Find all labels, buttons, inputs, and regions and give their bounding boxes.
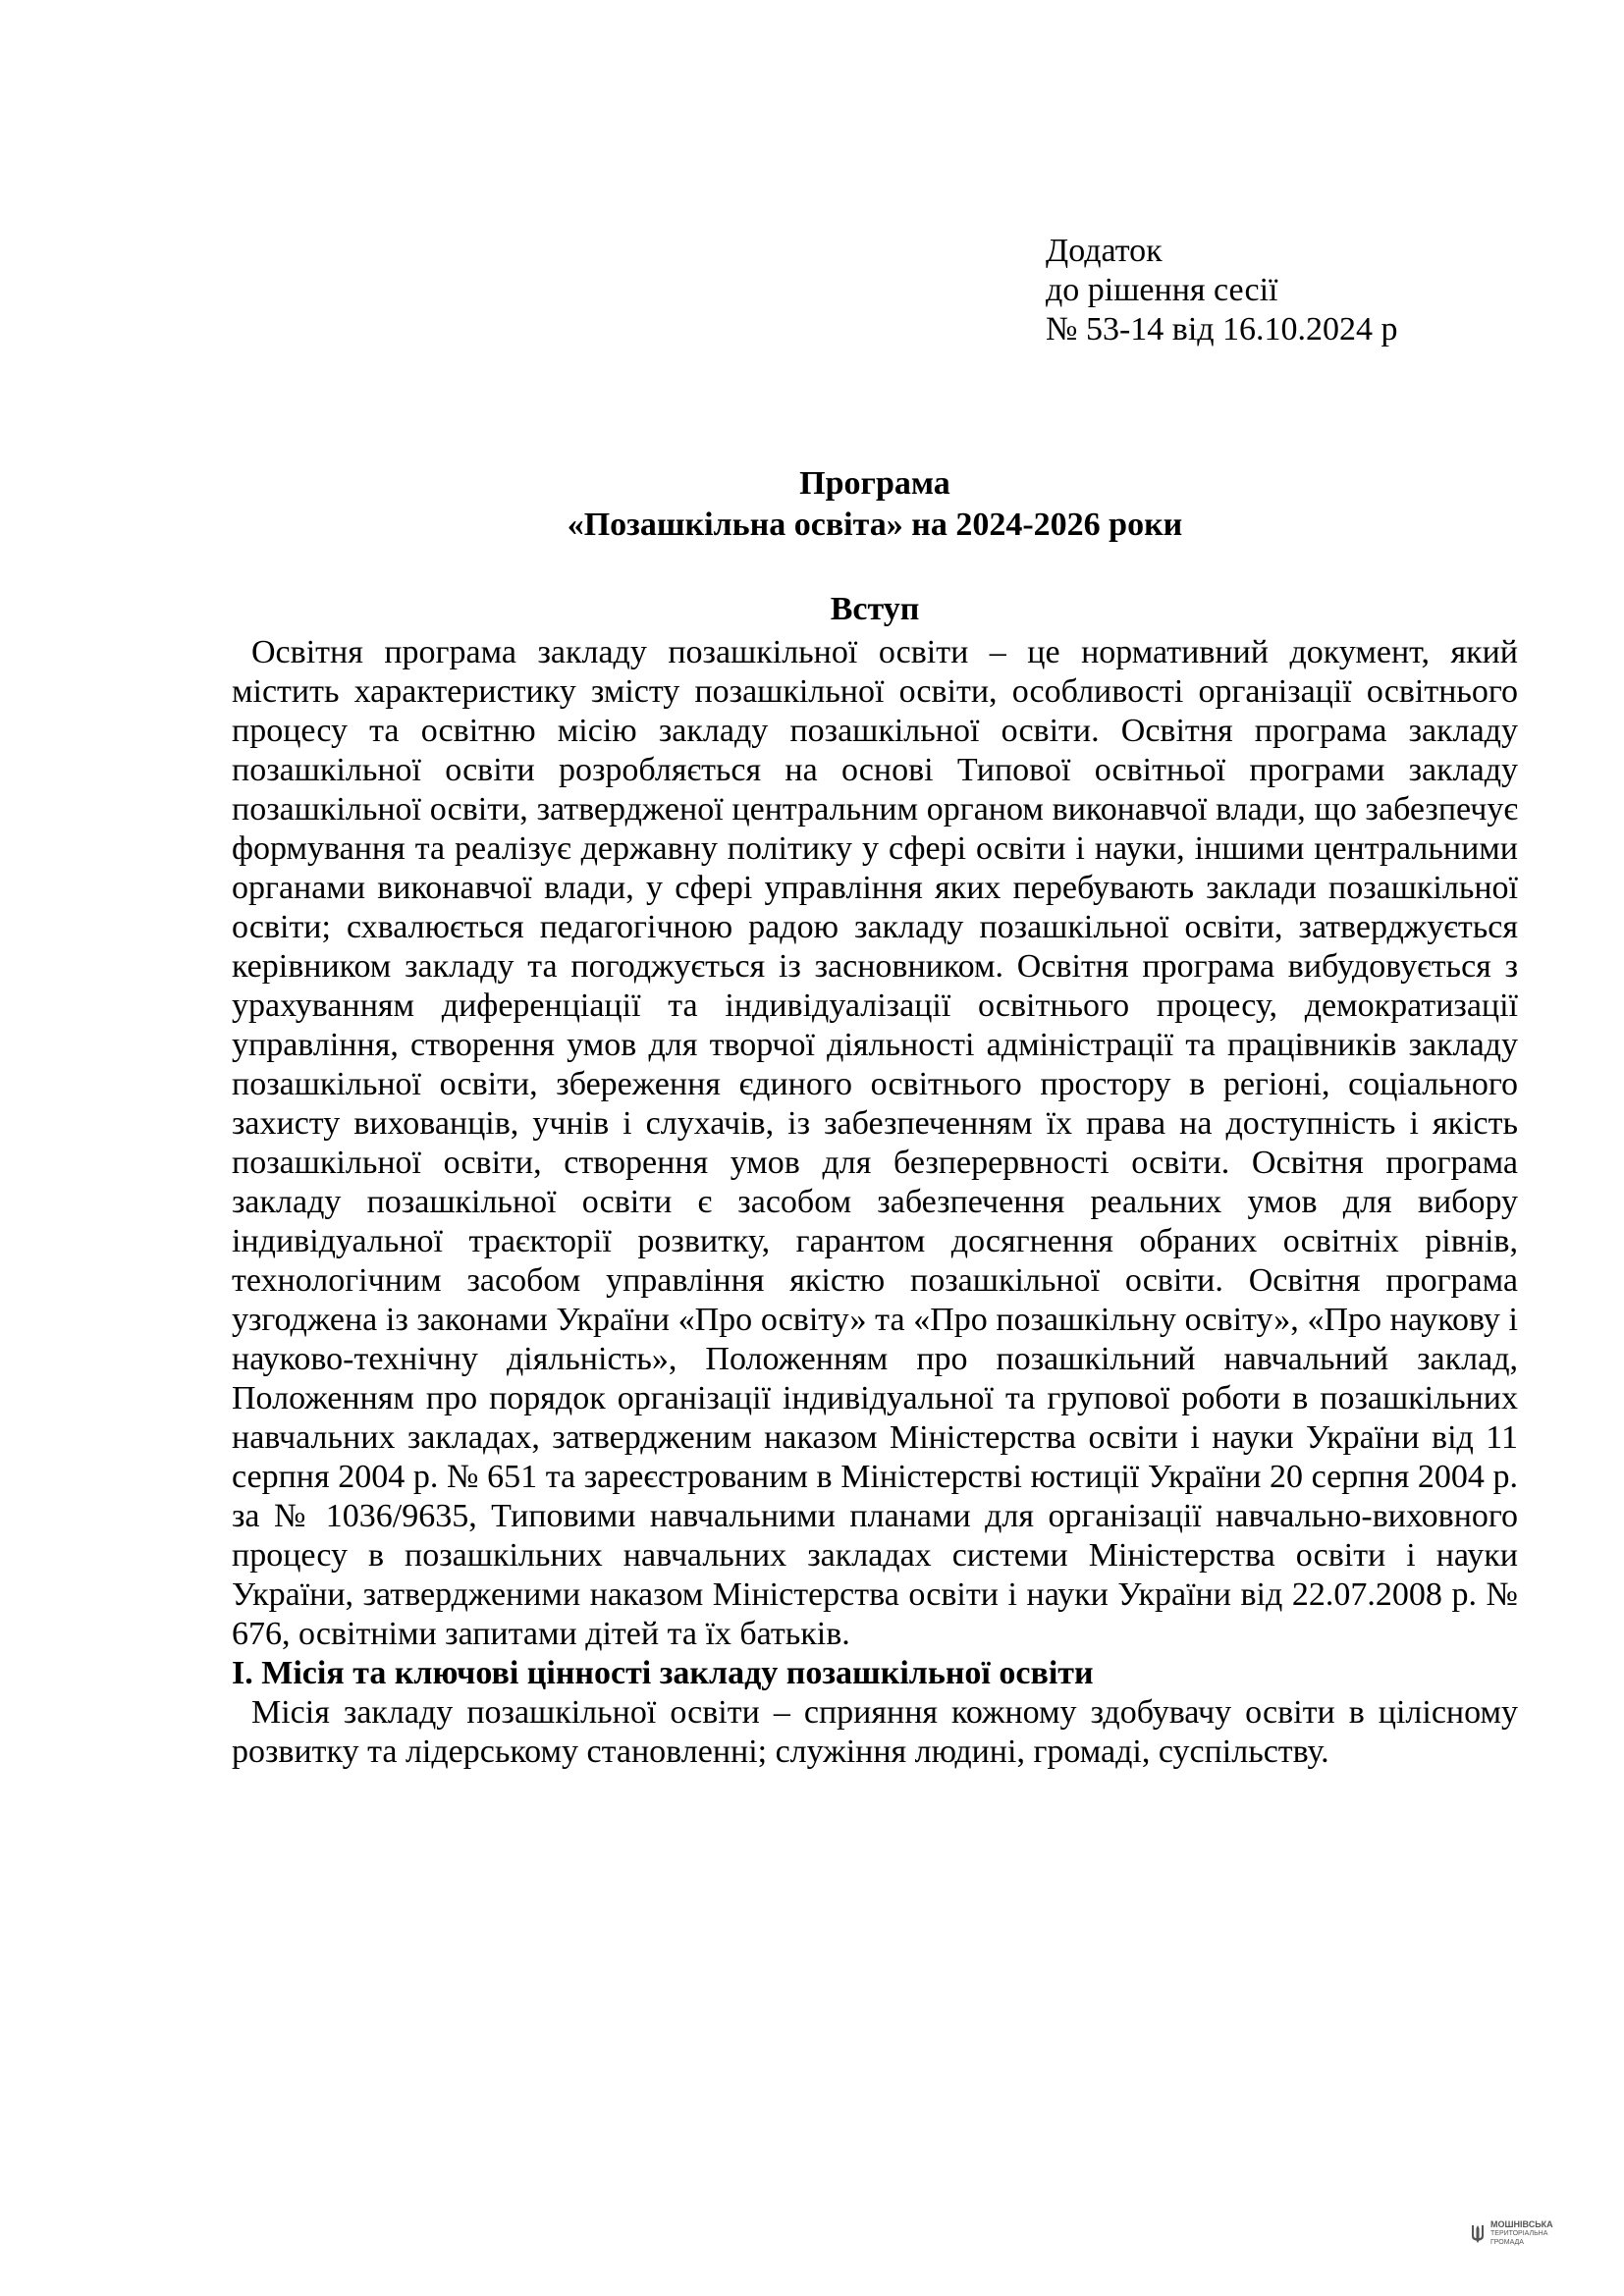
section-1-heading: I. Місія та ключові цінності закладу позашкільної освіти: [232, 1655, 1094, 1691]
logo-line-2: ТЕРИТОРІАЛЬНА: [1490, 2230, 1548, 2237]
addendum-line-2: до рішення сесії: [1046, 272, 1278, 308]
document-body: [232, 633, 1518, 1772]
addendum-line-1: Додаток: [1046, 233, 1163, 269]
intro-paragraph: Освітня програма закладу позашкільної освіти – це нормативний документ, який містить характеристику змісту позашкільної освіти, особливості організації освітнього процесу та освітню місію закладу позашкільної освіти. Освітня програма закладу позашкільної освіти розробляється на основі Типової освітньої програми закладу позашкільної освіти, затвердженої центральним органом виконавчої влади, що забезпечує формування та реалізує державну політику у сфері освіти і науки, іншими центральними органами виконавчої влади, у сфері управління яких перебувають заклади позашкільної освіти; схвалюється педагогічною радою закладу позашкільної освіти, затверджується керівником закладу та погоджується із засновником. Освітня програма вибудовується з урахуванням диференціації та індивідуалізації освітнього процесу, демократизації управління, створення умов для творчої діяльності адміністрації та працівників закладу позашкільної освіти, збереження єдиного освітнього простору в регіоні, соціального захисту вихованців, учнів і слухачів, із забезпеченням їх права на доступність і якість позашкільної освіти, створення умов для безперервності освіти. Освітня програма закладу позашкільної освіти є засобом забезпечення реальних умов для вибору індивідуальної траєкторії розвитку, гарантом досягнення обраних освітніх рівнів, технологічним засобом управління якістю позашкільної освіти. Освітня програма узгоджена із законами України «Про освіту» та «Про позашкільну освіту», «Про наукову і науково-технічну діяльність», Положенням про позашкільний навчальний заклад, Положенням про порядок організації індивідуальної та групової роботи в позашкільних навчальних закладах, затвердженим наказом Міністерства освіти і науки України від 11 серпня 2004 р. № 651 та зареєстрованим в Міністерстві юстиції України 20 серпня 2004 р. за № 1036/9635, Типовими навчальними планами для організації навчально-виховного процесу в позашкільних навчальних закладах системи Міністерства освіти і науки України, затвердженими наказом Міністерства освіти і науки України від 22.07.2008 р. № 676, освітніми запитами дітей та їх батьків.: [232, 634, 1518, 1652]
document-title: [232, 463, 1518, 546]
community-logo: [1471, 2220, 1553, 2247]
title-line-1: Програма: [799, 465, 950, 502]
logo-line-1: МОШНІВСЬКА: [1490, 2219, 1553, 2229]
addendum-block: [1046, 232, 1398, 349]
logo-text: [1490, 2220, 1553, 2247]
section-1-body: [232, 1693, 1518, 1772]
trident-icon: [1471, 2224, 1485, 2244]
mission-paragraph: Місія закладу позашкільної освіти – сприяння кожному здобувачу освіти в цілісному розвитку та лідерському становленні; служіння людині, громаді, суспільству.: [232, 1694, 1518, 1770]
logo-line-3: ГРОМАДА: [1490, 2239, 1524, 2246]
addendum-line-3: № 53-14 від 16.10.2024 р: [1046, 311, 1398, 347]
title-line-2: «Позашкільна освіта» на 2024-2026 роки: [567, 507, 1183, 543]
intro-heading: Вступ: [830, 591, 920, 627]
